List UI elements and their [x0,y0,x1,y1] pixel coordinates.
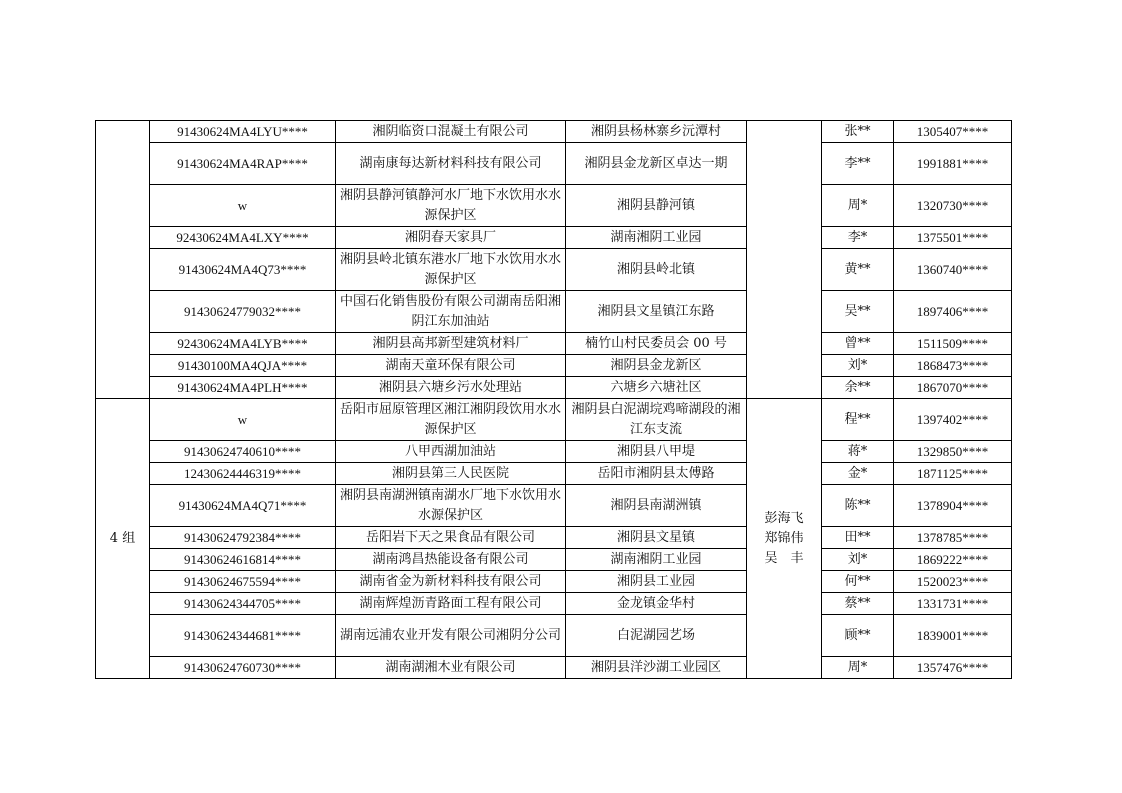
table-row [96,657,1012,679]
table-row [96,249,1012,291]
phone-cell: 1871125**** [894,463,1012,485]
credit-code-cell: 91430624MA4Q73**** [150,249,336,291]
enterprise-name-cell: 湘阴县静河镇静河水厂地下水饮用水水源保护区 [336,185,566,227]
credit-code-cell: 91430624792384**** [150,527,336,549]
credit-code-cell: 91430624675594**** [150,571,336,593]
address-cell: 湘阴县白泥湖垸鸡啼湖段的湘江东支流 [566,399,747,441]
inspector-name: 彭海飞 [764,510,804,526]
credit-code-cell: 91430624344705**** [150,593,336,615]
contact-cell: 周* [822,185,894,227]
table-row [96,571,1012,593]
table-row [96,121,1012,143]
address-cell: 湘阴县八甲堤 [566,441,747,463]
table-row [96,333,1012,355]
contact-cell: 李** [822,143,894,185]
table-row [96,549,1012,571]
phone-cell: 1357476**** [894,657,1012,679]
inspector-name: 郑锦伟 [764,530,804,546]
address-cell: 湘阴县杨林寨乡沅潭村 [566,121,747,143]
phone-cell: 1897406**** [894,291,1012,333]
phone-cell: 1329850**** [894,441,1012,463]
address-cell: 湘阴县静河镇 [566,185,747,227]
enterprise-name-cell: 湖南康每达新材料科技有限公司 [336,143,566,185]
group-cell: 4 组 [96,399,150,679]
phone-cell: 1991881**** [894,143,1012,185]
enterprise-name-cell: 湘阴县南湖洲镇南湖水厂地下水饮用水水源保护区 [336,485,566,527]
phone-cell: 1839001**** [894,615,1012,657]
address-cell: 湘阴县金龙新区卓达一期 [566,143,747,185]
credit-code-cell: 91430624760730**** [150,657,336,679]
table-row [96,441,1012,463]
contact-cell: 刘* [822,549,894,571]
contact-cell: 刘* [822,355,894,377]
address-cell: 湘阴县文星镇 [566,527,747,549]
enterprise-name-cell: 湖南远浦农业开发有限公司湘阴分公司 [336,615,566,657]
address-cell: 湘阴县南湖洲镇 [566,485,747,527]
table-row [96,143,1012,185]
inspector-cell [747,399,822,679]
address-cell: 六塘乡六塘社区 [566,377,747,399]
phone-cell: 1520023**** [894,571,1012,593]
contact-cell: 曾** [822,333,894,355]
credit-code-cell: 91430624MA4LYU**** [150,121,336,143]
contact-cell: 何** [822,571,894,593]
phone-cell: 1375501**** [894,227,1012,249]
enterprise-name-cell: 湖南湖湘木业有限公司 [336,657,566,679]
credit-code-cell: 12430624446319**** [150,463,336,485]
enterprise-name-cell: 湖南辉煌沥青路面工程有限公司 [336,593,566,615]
credit-code-cell: 91430624MA4RAP**** [150,143,336,185]
address-cell: 湖南湘阴工业园 [566,549,747,571]
table-row [96,615,1012,657]
phone-cell: 1331731**** [894,593,1012,615]
enterprise-name-cell: 湘阴县岭北镇东港水厂地下水饮用水水源保护区 [336,249,566,291]
credit-code-cell: 91430624344681**** [150,615,336,657]
group-cell [96,121,150,399]
contact-cell: 周* [822,657,894,679]
phone-cell: 1320730**** [894,185,1012,227]
credit-code-cell: w [150,185,336,227]
table-row [96,185,1012,227]
contact-cell: 李* [822,227,894,249]
phone-cell: 1360740**** [894,249,1012,291]
address-cell: 湘阴县文星镇江东路 [566,291,747,333]
address-cell: 湘阴县金龙新区 [566,355,747,377]
contact-cell: 金* [822,463,894,485]
table-row [96,291,1012,333]
address-cell: 湘阴县岭北镇 [566,249,747,291]
credit-code-cell: 91430624MA4Q71**** [150,485,336,527]
contact-cell: 程** [822,399,894,441]
enterprise-name-cell: 湖南鸿昌热能设备有限公司 [336,549,566,571]
contact-cell: 田** [822,527,894,549]
address-cell: 湘阴县工业园 [566,571,747,593]
contact-cell: 蒋* [822,441,894,463]
enterprise-name-cell: 八甲西湖加油站 [336,441,566,463]
enterprise-name-cell: 湘阴临资口混凝土有限公司 [336,121,566,143]
table-row [96,463,1012,485]
contact-cell: 余** [822,377,894,399]
credit-code-cell: 91430624616814**** [150,549,336,571]
table-row [96,399,1012,441]
credit-code-cell: w [150,399,336,441]
credit-code-cell: 92430624MA4LYB**** [150,333,336,355]
phone-cell: 1378904**** [894,485,1012,527]
inspector-cell [747,121,822,399]
credit-code-cell: 91430624MA4PLH**** [150,377,336,399]
contact-cell: 张** [822,121,894,143]
contact-cell: 蔡** [822,593,894,615]
phone-cell: 1305407**** [894,121,1012,143]
table-row [96,355,1012,377]
phone-cell: 1397402**** [894,399,1012,441]
contact-cell: 黄** [822,249,894,291]
address-cell: 湘阴县洋沙湖工业园区 [566,657,747,679]
credit-code-cell: 91430624740610**** [150,441,336,463]
enterprise-name-cell: 湖南天童环保有限公司 [336,355,566,377]
credit-code-cell: 91430100MA4QJA**** [150,355,336,377]
enterprise-name-cell: 湘阴县六塘乡污水处理站 [336,377,566,399]
phone-cell: 1868473**** [894,355,1012,377]
contact-cell: 吴** [822,291,894,333]
enterprise-name-cell: 湘阴县第三人民医院 [336,463,566,485]
address-cell: 楠竹山村民委员会 00 号 [566,333,747,355]
phone-cell: 1511509**** [894,333,1012,355]
phone-cell: 1378785**** [894,527,1012,549]
credit-code-cell: 91430624779032**** [150,291,336,333]
address-cell: 湖南湘阴工业园 [566,227,747,249]
enterprise-name-cell: 湘阴县高邦新型建筑材料厂 [336,333,566,355]
contact-cell: 陈** [822,485,894,527]
phone-cell: 1869222**** [894,549,1012,571]
phone-cell: 1867070**** [894,377,1012,399]
credit-code-cell: 92430624MA4LXY**** [150,227,336,249]
address-cell: 白泥湖园艺场 [566,615,747,657]
enterprise-name-cell: 岳阳岩下天之果食品有限公司 [336,527,566,549]
table-row [96,377,1012,399]
enterprise-name-cell: 湖南省金为新材料科技有限公司 [336,571,566,593]
enterprise-name-cell: 中国石化销售股份有限公司湖南岳阳湘阴江东加油站 [336,291,566,333]
table-row [96,485,1012,527]
enterprise-roster-table [95,120,1012,679]
inspector-name: 吴 丰 [764,550,804,566]
table-row [96,593,1012,615]
address-cell: 岳阳市湘阴县太傅路 [566,463,747,485]
table-row [96,527,1012,549]
table-row [96,227,1012,249]
enterprise-name-cell: 湘阴春天家具厂 [336,227,566,249]
contact-cell: 顾** [822,615,894,657]
enterprise-name-cell: 岳阳市屈原管理区湘江湘阴段饮用水水源保护区 [336,399,566,441]
address-cell: 金龙镇金华村 [566,593,747,615]
